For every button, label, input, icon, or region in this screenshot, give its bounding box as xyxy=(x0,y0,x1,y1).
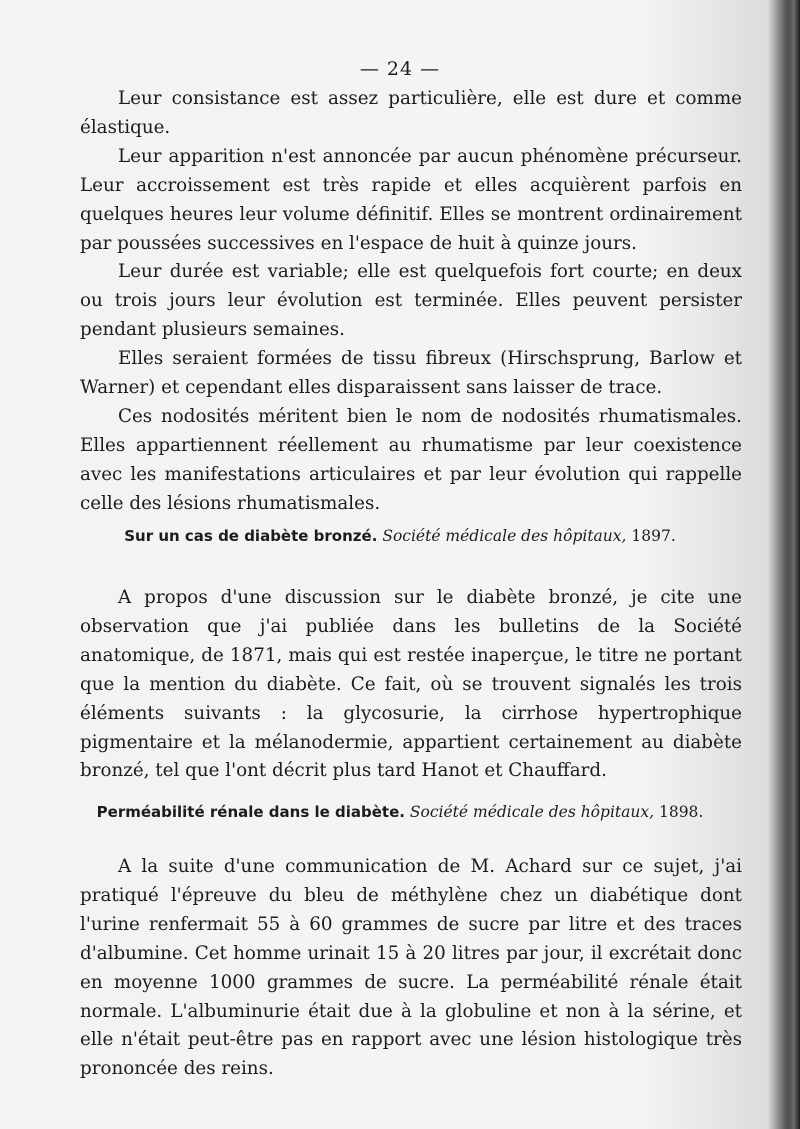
section-year: 1897. xyxy=(631,527,676,545)
section-2-body xyxy=(80,584,742,786)
paragraph: Leur durée est variable; elle est quelquefois fort courte; en deux ou trois jours leur évolution est terminée. Elles peuvent persister pendant plusieurs semaines. xyxy=(80,261,742,341)
paragraph: Leur apparition n'est annoncée par aucun phénomène précurseur. Leur accroissement est très rapide et elles acquièrent parfois en quelques heures leur volume définitif. Elles se montrent ordinairement par poussées successives en l'espace de huit à quinze jours. xyxy=(80,145,742,254)
section-title: Perméabilité rénale dans le diabète. xyxy=(96,803,405,821)
section-3-heading xyxy=(0,803,800,821)
paragraph: Ces nodosités méritent bien le nom de nodosités rhumatismales. Elles appartiennent réellement au rhumatisme par leur coexistence avec les manifestations articulaires et par leur évolution qui rappelle celle des lésions rhumatismales. xyxy=(80,405,742,514)
section-year: 1898. xyxy=(658,803,704,821)
paragraph: A la suite d'une communication de M. Achard sur ce sujet, j'ai pratiqué l'épreuve du bleu de méthylène chez un diabétique dont l'urine renfermait 55 à 60 grammes de sucre par litre et des traces d'albumine. Cet homme urinait 15 à 20 litres par jour, il excrétait donc en moyenne 1000 grammes de sucre. La perméabilité rénale était normale. L'albuminurie était due à la globuline et non à la sérine, et elle n'était peut-être pas en rapport avec une lésion histologique très prononcée des reins. xyxy=(80,856,742,1080)
section-title: Sur un cas de diabète bronzé. xyxy=(124,527,378,545)
page-number: — 24 — xyxy=(359,58,441,80)
section-2-heading xyxy=(0,527,800,545)
paragraph: Elles seraient formées de tissu fibreux (Hirschsprung, Barlow et Warner) et cependant elles disparaissent sans laisser de trace. xyxy=(80,348,742,399)
section-3-body xyxy=(80,853,742,1084)
paragraph: A propos d'une discussion sur le diabète bronzé, je cite une observation que j'ai publiée dans les bulletins de la Société anatomique, de 1871, mais qui est restée inaperçue, le titre ne portant que la mention du diabète. Ce fait, où se trouvent signalés les trois éléments suivants : la glycosurie, la cirrhose hypertrophique pigmentaire et la mélanodermie, appartient certainement au diabète bronzé, tel que l'ont décrit plus tard Hanot et Chauffard. xyxy=(80,587,742,782)
section-source: Société médicale des hôpitaux, xyxy=(409,803,655,821)
page-edge-shadow xyxy=(786,0,800,1129)
section-1-body xyxy=(80,85,742,519)
paragraph: Leur consistance est assez particulière, elle est dure et comme élastique. xyxy=(80,88,742,138)
section-source: Société médicale des hôpitaux, xyxy=(382,527,627,545)
